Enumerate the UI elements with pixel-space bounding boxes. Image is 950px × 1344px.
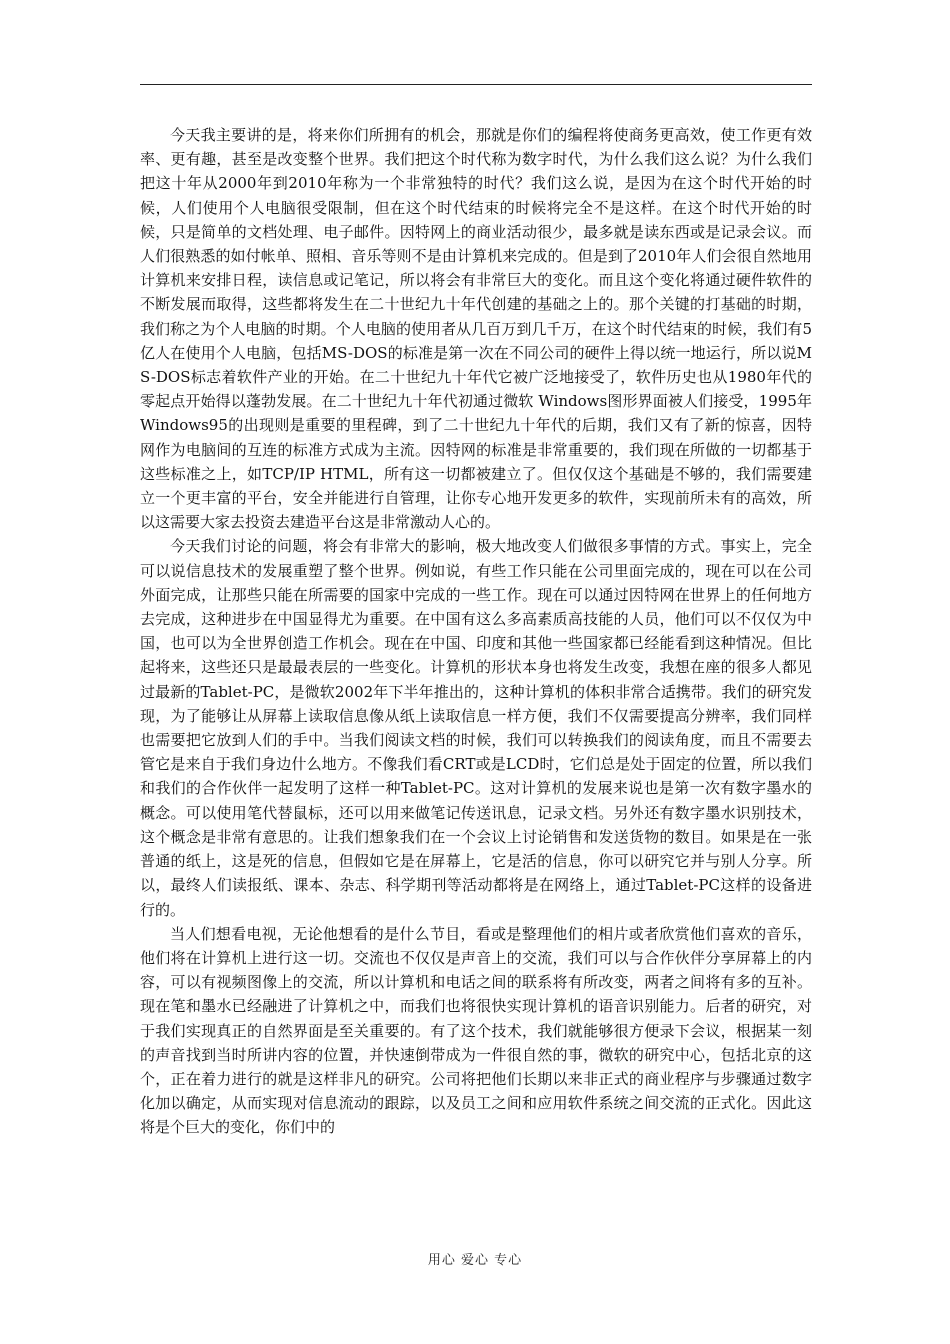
page-footer: 用心 爱心 专心 [427,1253,523,1268]
paragraph: 今天我主要讲的是，将来你们所拥有的机会，那就是你们的编程将使商务更高效，使工作更有效率、更有趣，甚至是改变整个世界。我们把这个时代称为数字时代，为什么我们这么说？为什么我们把这十年从2000年到2010年称为一个非常独特的时代？我们这么说，是因为在这个时代开始的时候，人们使用个人电脑很受限制，但在这个时代结束的时候将完全不是这样。在这个时代开始的时候，只是简单的文档处理、电子邮件。因特网上的商业活动很少，最多就是读东西或是记录会议。而人们很熟悉的如付帐单、照相、音乐等则不是由计算机来完成的。但是到了2010年人们会很自然地用计算机来安排日程，读信息或记笔记，所以将会有非常巨大的变化。而且这个变化将通过硬件软件的不断发展而取得，这些都将发生在二十世纪九十年代创建的基础之上的。那个关键的打基础的时期，我们称之为个人电脑的时期。个人电脑的使用者从几百万到几千万，在这个时代结束的时候，我们有5亿人在使用个人电脑，包括MS-DOS的标准是第一次在不同公司的硬件上得以统一地运行，所以说MS-DOS标志着软件产业的开始。在二十世纪九十年代它被广泛地接受了，软件历史也从1980年代的零起点开始得以蓬勃发展。在二十世纪九十年代初通过微软 Windows图形界面被人们接受，1995年Windows95的出现则是重要的里程碑，到了二十世纪九十年代的后期，我们又有了新的惊喜，因特网作为电脑间的互连的标准方式成为主流。因特网的标准是非常重要的，我们现在所做的一切都基于这些标准之上，如TCP/IP HTML，所有这一切都被建立了。但仅仅这个基础是不够的，我们需要建立一个更丰富的平台，安全并能进行自管理，让你专心地开发更多的软件，实现前所未有的高效，所以这需要大家去投资去建造平台这是非常激动人心的。 [140,126,812,532]
header-rule [140,84,812,85]
paragraph: 当人们想看电视，无论他想看的是什么节目，看或是整理他们的相片或者欣赏他们喜欢的音乐，他们将在计算机上进行这一切。交流也不仅仅是声音上的交流，我们可以与合作伙伴分享屏幕上的内容，可以有视频图像上的交流，所以计算机和电话之间的联系将有所改变，两者之间将有多的互补。现在笔和墨水已经融进了计算机之中，而我们也将很快实现计算机的语音识别能力。后者的研究，对于我们实现真正的自然界面是至关重要的。有了这个技术，我们就能够很方便录下会议，根据某一刻的声音找到当时所讲内容的位置，并快速倒带成为一件很自然的事，微软的研究中心，包括北京的这个，正在着力进行的就是这样非凡的研究。公司将把他们长期以来非正式的商业程序与步骤通过数字化加以确定，从而实现对信息流动的跟踪，以及员工之间和应用软件系统之间交流的正式化。因此这将是个巨大的变化，你们中的 [140,924,812,1137]
page-body [140,123,812,1140]
paragraph: 今天我们讨论的问题，将会有非常大的影响，极大地改变人们做很多事情的方式。事实上，完全可以说信息技术的发展重塑了整个世界。例如说，有些工作只能在公司里面完成的，现在可以在公司外面完成，让那些只能在所需要的国家中完成的一些工作。现在可以通过因特网在世界上的任何地方去完成，这种进步在中国显得尤为重要。在中国有这么多高素质高技能的人员，他们可以不仅仅为中国，也可以为全世界创造工作机会。现在在中国、印度和其他一些国家都已经能看到这种情况。但比起将来，这些还只是最最表层的一些变化。计算机的形状本身也将发生改变，我想在座的很多人都见过最新的Tablet-PC，是微软2002年下半年推出的，这种计算机的体积非常合适携带。我们的研究发现，为了能够让从屏幕上读取信息像从纸上读取信息一样方便，我们不仅需要提高分辨率，我们同样也需要把它放到人们的手中。当我们阅读文档的时候，我们可以转换我们的阅读角度，而且不需要去管它是来自于我们身边什么地方。不像我们看CRT或是LCD时，它们总是处于固定的位置，所以我们和我们的合作伙伴一起发明了这样一种Tablet-PC。这对计算机的发展来说也是第一次有数字墨水的概念。可以使用笔代替鼠标，还可以用来做笔记传送讯息，记录文档。另外还有数字墨水识别技术，这个概念是非常有意思的。让我们想象我们在一个会议上讨论销售和发送货物的数目。如果是在一张普通的纸上，这是死的信息，但假如它是在屏幕上，它是活的信息，你可以研究它并与别人分享。所以，最终人们读报纸、课本、杂志、科学期刊等活动都将是在网络上，通过Tablet-PC这样的设备进行的。 [140,537,812,919]
